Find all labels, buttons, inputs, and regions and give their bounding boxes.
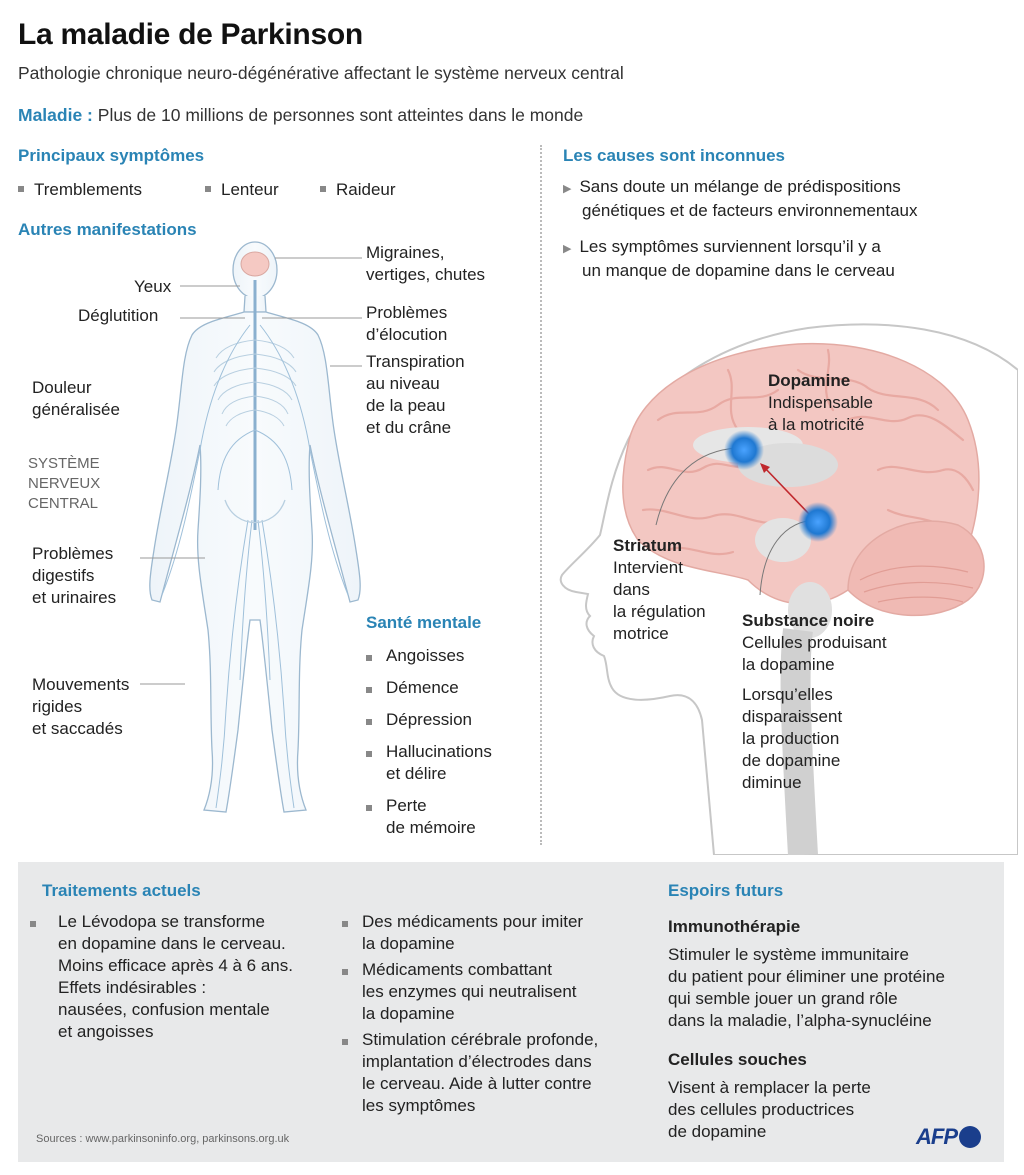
label-substance-noire: Substance noire Cellules produisant la dopamine Lorsqu’elles disparaissent la production de dopamine diminue	[742, 611, 887, 792]
triangle-bullet-icon: ▶	[563, 243, 572, 255]
symptom-item-1: Lenteur	[205, 179, 279, 201]
bullet-icon	[366, 719, 372, 725]
label-swallowing: Déglutition	[78, 306, 159, 325]
intro-text: Plus de 10 millions de personnes sont atteintes dans le monde	[97, 105, 584, 125]
label-migraines: Migraines, vertiges, chutes	[366, 243, 486, 284]
symptom-item-0: Tremblements	[18, 179, 142, 201]
treatment-item: Médicaments combattant les enzymes qui neutralisent la dopamine	[342, 959, 652, 1025]
afp-logo	[916, 1124, 981, 1150]
mental-item: Angoisses	[366, 645, 492, 667]
symptoms-heading: Principaux symptômes	[18, 146, 205, 165]
bullet-icon	[342, 921, 348, 927]
afp-logo-text: AFP	[916, 1124, 957, 1149]
bullet-icon	[366, 655, 372, 661]
treatment-col-2	[342, 911, 652, 1121]
future-stem-cells: Cellules souches Visent à remplacer la perte des cellules productrices de dopamine	[668, 1050, 871, 1141]
bullet-icon	[366, 805, 372, 811]
mental-item: Dépression	[366, 709, 492, 731]
triangle-bullet-icon: ▶	[563, 183, 572, 195]
page-title: La maladie de Parkinson	[18, 18, 363, 51]
future-immuno: Immunothérapie Stimuler le système immunitaire du patient pour éliminer une protéine qui semble jouer un grand rôle dans la maladie, l’alpha-synucléine	[668, 917, 945, 1030]
treatment-item: Des médicaments pour imiter la dopamine	[342, 911, 652, 955]
label-eyes: Yeux	[134, 277, 172, 296]
column-divider	[540, 145, 542, 845]
causes-bullet-2: ▶ Les symptômes surviennent lorsqu’il y a un manque de dopamine dans le cerveau	[563, 237, 895, 280]
label-dopamine: Dopamine Indispensable à la motricité	[768, 371, 873, 434]
label-movements: Mouvements rigides et saccadés	[32, 675, 130, 738]
manifestations-heading: Autres manifestations	[18, 220, 197, 239]
label-striatum: Striatum Intervient dans la régulation motrice	[613, 536, 706, 643]
treatment-item: Stimulation cérébrale profonde, implantation d’électrodes dans le cerveau. Aide à lutter contre les symptômes	[342, 1029, 652, 1117]
label-speech: Problèmes d’élocution	[366, 303, 448, 344]
future-heading: Espoirs futurs	[668, 881, 784, 900]
label-cns: SYSTÈME NERVEUX CENTRAL	[28, 455, 101, 512]
label-digestive: Problèmes digestifs et urinaires	[32, 544, 117, 607]
symptom-item-2: Raideur	[320, 179, 396, 201]
intro-label: Maladie :	[18, 105, 93, 125]
causes-heading: Les causes sont inconnues	[563, 146, 786, 165]
sources: Sources : www.parkinsoninfo.org, parkinsons.org.uk	[36, 1133, 290, 1145]
bullet-icon	[342, 1039, 348, 1045]
treatment-col-1	[30, 911, 330, 1047]
causes-bullet-1: ▶ Sans doute un mélange de prédispositions génétiques et de facteurs environnementaux	[563, 177, 918, 220]
mental-heading: Santé mentale	[366, 613, 482, 632]
mental-item: Démence	[366, 677, 492, 699]
substance-dot	[798, 502, 838, 542]
mental-item: Hallucinations et délire	[366, 741, 492, 785]
mental-list	[366, 645, 492, 843]
label-sweat: Transpiration au niveau de la peau et du crâne	[366, 352, 465, 437]
bullet-icon	[366, 687, 372, 693]
bullet-icon	[342, 969, 348, 975]
treatment-item: Le Lévodopa se transforme en dopamine dans le cerveau. Moins efficace après 4 à 6 ans. Effets indésirables : nausées, confusion mentale et angoisses	[30, 911, 330, 1043]
page-subtitle: Pathologie chronique neuro-dégénérative affectant le système nerveux central	[18, 63, 624, 83]
mental-item: Perte de mémoire	[366, 795, 492, 839]
bullet-icon	[366, 751, 372, 757]
striatum-dot	[724, 430, 764, 470]
label-pain: Douleur généralisée	[32, 378, 120, 419]
treatments-heading: Traitements actuels	[42, 881, 201, 900]
bullet-icon	[30, 921, 36, 927]
afp-logo-circle-icon	[959, 1126, 981, 1148]
